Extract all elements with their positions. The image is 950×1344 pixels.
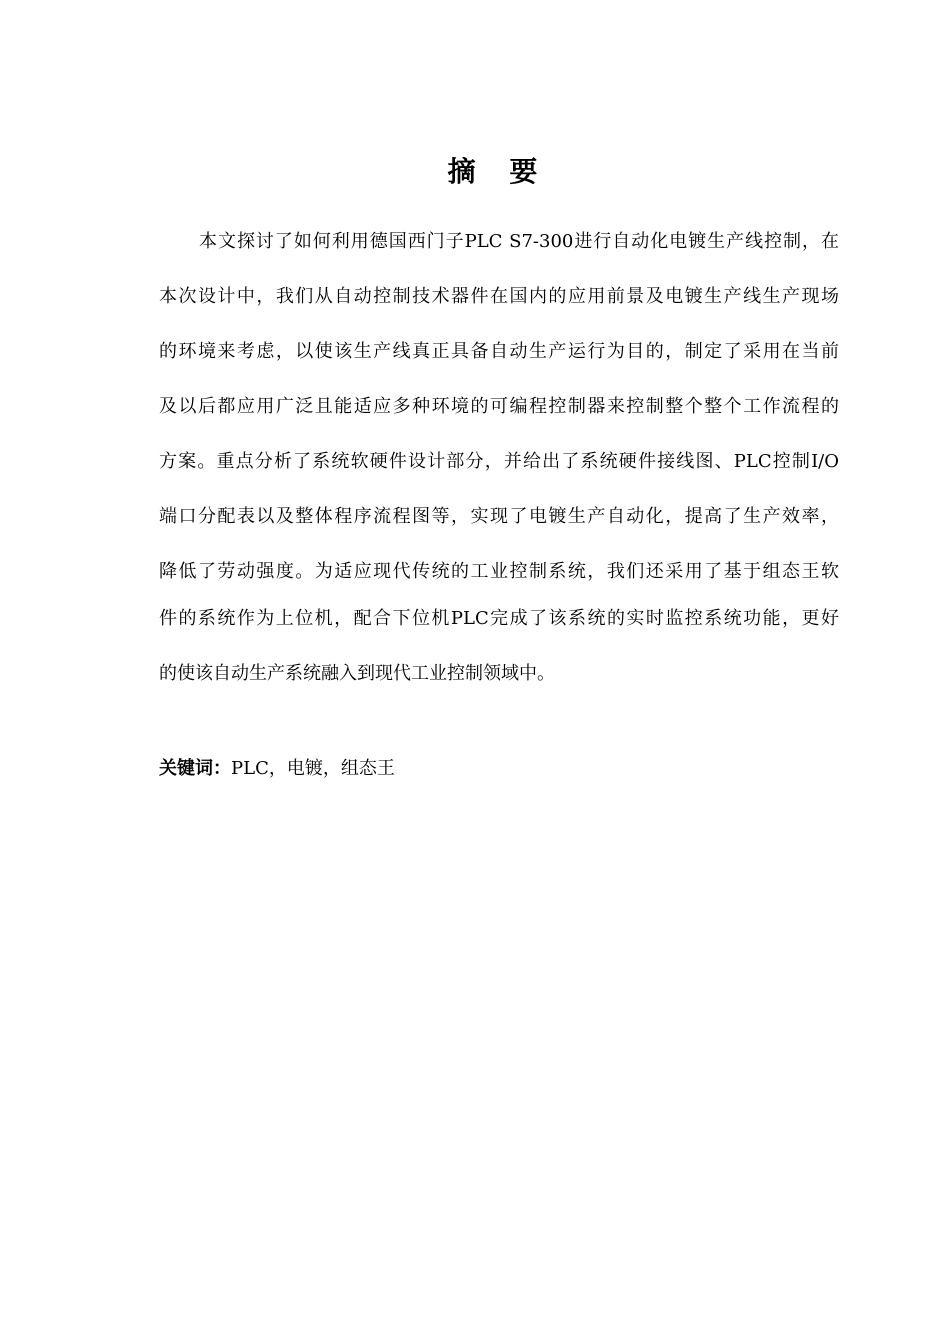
- keywords-label: 关键词：: [159, 758, 231, 779]
- abstract-line-7: 降低了劳动强度。为适应现代传统的工业控制系统，我们还采用了基于组态王软: [159, 561, 839, 582]
- abstract-line-8: 件的系统作为上位机，配合下位机PLC完成了该系统的实时监控系统功能，更好: [159, 608, 839, 629]
- abstract-line-4: 及以后都应用广泛且能适应多种环境的可编程控制器来控制整个整个工作流程的: [159, 396, 839, 417]
- abstract-line-3: 的环境来考虑，以使该生产线真正具备自动生产运行为目的，制定了采用在当前: [159, 341, 839, 362]
- abstract-line-6: 端口分配表以及整体程序流程图等，实现了电镀生产自动化，提高了生产效率，: [159, 506, 839, 527]
- abstract-line-2: 本次设计中，我们从自动控制技术器件在国内的应用前景及电镀生产线生产现场: [159, 286, 839, 307]
- abstract-line-1: 本文探讨了如何利用德国西门子PLC S7-300进行自动化电镀生产线控制，在: [199, 231, 839, 252]
- abstract-line-5: 方案。重点分析了系统软硬件设计部分，并给出了系统硬件接线图、PLC控制I/O: [159, 451, 839, 472]
- abstract-title: 摘 要: [447, 155, 550, 188]
- keywords: [159, 754, 395, 784]
- abstract-line-9: 的使该自动生产系统融入到现代工业控制领域中。: [159, 663, 555, 684]
- keywords-value: PLC，电镀，组态王: [231, 758, 395, 779]
